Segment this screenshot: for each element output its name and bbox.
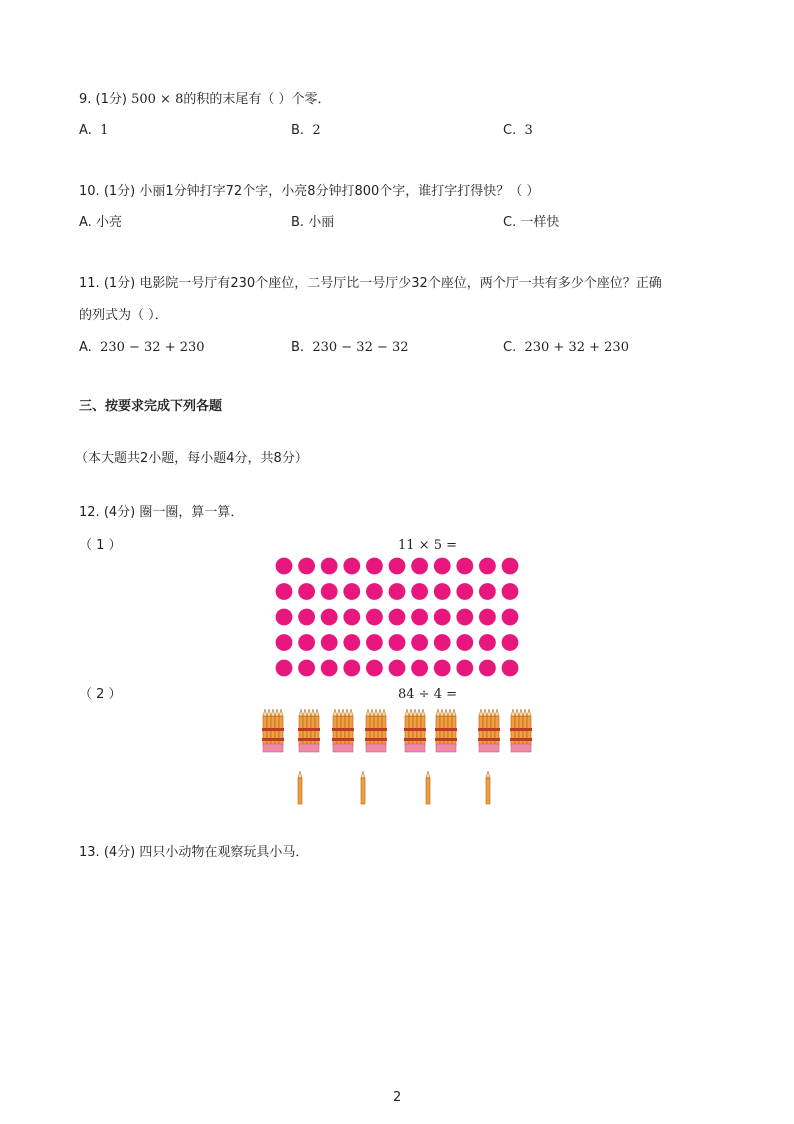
dot bbox=[479, 634, 496, 651]
dot bbox=[366, 634, 383, 651]
dot bbox=[456, 634, 473, 651]
dot bbox=[434, 583, 451, 600]
dot bbox=[502, 660, 519, 677]
q13-stem: 13. (4分) 四只小动物在观察玩具小马． bbox=[79, 845, 309, 860]
dot bbox=[502, 634, 519, 651]
q11-stem-line2: 的列式为（ ）． bbox=[79, 308, 168, 323]
q11-stem-line1: 11. (1分) 电影院一号厅有230个座位，二号厅比一号厅少32个座位，两个厅一共有多少个座位？正确 bbox=[79, 276, 662, 291]
q12-part2-expression: 84 ÷ 4 = bbox=[398, 687, 457, 702]
section-note: （本大题共2小题，每小题4分，共8分） bbox=[75, 451, 308, 466]
q9-stem: 9. (1分) 500 × 8的积的末尾有（ ）个零． bbox=[79, 92, 331, 107]
dot bbox=[321, 634, 338, 651]
pencil-bundle bbox=[332, 709, 354, 752]
q12-stem: 12. (4分) 圈一圈，算一算． bbox=[79, 505, 244, 520]
single-pencil bbox=[486, 771, 490, 804]
dot bbox=[479, 660, 496, 677]
dot bbox=[434, 660, 451, 677]
q11-option-c[interactable]: C. 230 + 32 + 230 bbox=[503, 340, 629, 355]
dot bbox=[502, 609, 519, 626]
dot bbox=[343, 660, 360, 677]
dot bbox=[298, 583, 315, 600]
dot bbox=[321, 583, 338, 600]
q9-option-c[interactable]: C. 3 bbox=[503, 123, 533, 138]
dot bbox=[366, 583, 383, 600]
q10-stem: 10. (1分) 小丽1分钟打字72个字，小亮8分钟打800个字，谁打字打得快？（ ） bbox=[79, 184, 540, 199]
pencil-bundle bbox=[262, 709, 284, 752]
dot bbox=[502, 583, 519, 600]
dot bbox=[411, 558, 428, 575]
dot bbox=[479, 583, 496, 600]
pencil-bundle bbox=[478, 709, 500, 752]
q9-option-b[interactable]: B. 2 bbox=[291, 123, 321, 138]
dot bbox=[321, 558, 338, 575]
dot bbox=[411, 660, 428, 677]
pencil-bundle bbox=[510, 709, 532, 752]
q12-part1-expression: 11 × 5 = bbox=[398, 538, 457, 553]
dot-array bbox=[270, 554, 530, 684]
single-pencil bbox=[298, 771, 302, 804]
dot bbox=[456, 660, 473, 677]
q12-part1-label: （ 1 ） bbox=[79, 538, 122, 553]
dot bbox=[343, 558, 360, 575]
q10-option-b[interactable]: B. 小丽 bbox=[291, 215, 335, 230]
dot bbox=[479, 609, 496, 626]
pencil-bundle bbox=[365, 709, 387, 752]
dot bbox=[276, 609, 293, 626]
dot bbox=[456, 583, 473, 600]
pencil-bundle bbox=[435, 709, 457, 752]
dot bbox=[434, 558, 451, 575]
dot bbox=[389, 634, 406, 651]
dot bbox=[456, 609, 473, 626]
dot bbox=[298, 558, 315, 575]
section-title: 三、按要求完成下列各题 bbox=[79, 399, 223, 414]
dot bbox=[434, 634, 451, 651]
dot bbox=[479, 558, 496, 575]
pencil-bundle bbox=[298, 709, 320, 752]
q10-option-a[interactable]: A. 小亮 bbox=[79, 215, 122, 230]
pencil-bundle bbox=[404, 709, 426, 752]
dot bbox=[366, 660, 383, 677]
q9-option-a[interactable]: A. 1 bbox=[79, 123, 109, 138]
dot bbox=[411, 583, 428, 600]
dot bbox=[343, 634, 360, 651]
dot bbox=[298, 634, 315, 651]
dot bbox=[298, 660, 315, 677]
dot bbox=[343, 583, 360, 600]
q11-option-b[interactable]: B. 230 − 32 − 32 bbox=[291, 340, 409, 355]
single-pencil bbox=[426, 771, 430, 804]
dot bbox=[366, 558, 383, 575]
dot bbox=[276, 634, 293, 651]
single-pencil bbox=[361, 771, 365, 804]
dot bbox=[389, 609, 406, 626]
q11-option-a[interactable]: A. 230 − 32 + 230 bbox=[79, 340, 205, 355]
dot bbox=[276, 660, 293, 677]
dot bbox=[456, 558, 473, 575]
page-number: 2 bbox=[393, 1090, 402, 1105]
dot bbox=[321, 609, 338, 626]
dot bbox=[389, 583, 406, 600]
q12-part2-label: （ 2 ） bbox=[79, 687, 122, 702]
dot bbox=[411, 634, 428, 651]
dot bbox=[321, 660, 338, 677]
dot bbox=[298, 609, 315, 626]
dot bbox=[502, 558, 519, 575]
dot bbox=[276, 558, 293, 575]
dot bbox=[343, 609, 360, 626]
dot bbox=[389, 558, 406, 575]
dot bbox=[411, 609, 428, 626]
dot bbox=[276, 583, 293, 600]
dot bbox=[389, 660, 406, 677]
q10-option-c[interactable]: C. 一样快 bbox=[503, 215, 560, 230]
dot bbox=[366, 609, 383, 626]
dot bbox=[434, 609, 451, 626]
